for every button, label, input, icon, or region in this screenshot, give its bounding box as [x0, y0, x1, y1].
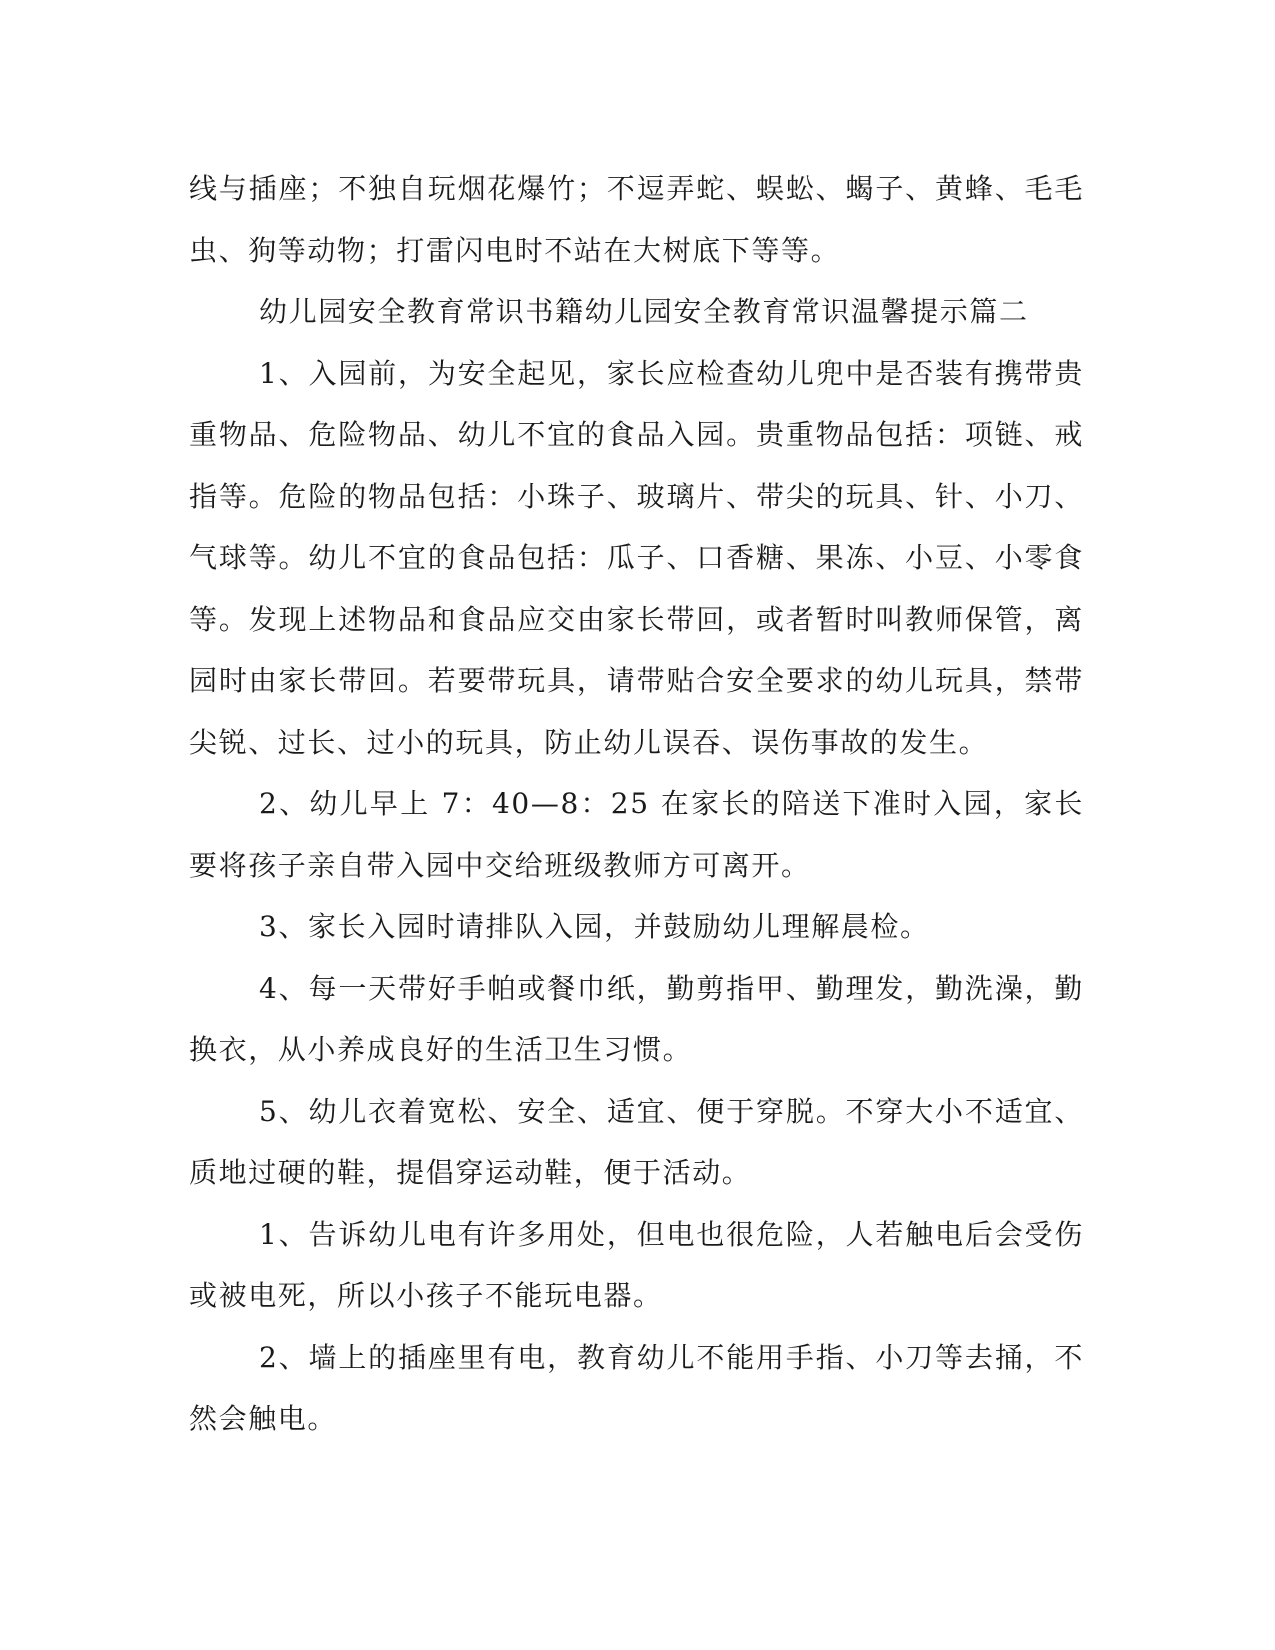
paragraph-item-4: 4、每一天带好手帕或餐巾纸，勤剪指甲、勤理发，勤洗澡，勤换衣，从小养成良好的生活卫生习惯。 [189, 971, 1084, 1066]
paragraph-item-3: 3、家长入园时请排队入园，并鼓励幼儿理解晨检。 [259, 910, 930, 943]
paragraph-electric-1: 1、告诉幼儿电有许多用处，但电也很危险，人若触电后会受伤或被电死，所以小孩子不能玩电器。 [189, 1217, 1084, 1312]
section-heading: 幼儿园安全教育常识书籍幼儿园安全教育常识温馨提示篇二 [259, 295, 1029, 328]
paragraph-item-1: 1、入园前，为安全起见，家长应检查幼儿兜中是否装有携带贵重物品、危险物品、幼儿不宜的食品入园。贵重物品包括：项链、戒指等。危险的物品包括：小珠子、玻璃片、带尖的玩具、针、小刀、气球等。幼儿不宜的食品包括：瓜子、口香糖、果冻、小豆、小零食等。发现上述物品和食品应交由家长带回，或者暂时叫教师保管，离园时由家长带回。若要带玩具，请带贴合安全要求的幼儿玩具，禁带尖锐、过长、过小的玩具，防止幼儿误吞、误伤事故的发生。 [189, 356, 1084, 759]
paragraph-electric-2: 2、墙上的插座里有电，教育幼儿不能用手指、小刀等去捅，不然会触电。 [189, 1340, 1084, 1435]
document-body [189, 158, 1084, 1450]
paragraph-continuation: 线与插座；不独自玩烟花爆竹；不逗弄蛇、蜈蚣、蝎子、黄蜂、毛毛虫、狗等动物；打雷闪电时不站在大树底下等等。 [189, 172, 1084, 267]
paragraph-item-5: 5、幼儿衣着宽松、安全、适宜、便于穿脱。不穿大小不适宜、质地过硬的鞋，提倡穿运动鞋，便于活动。 [189, 1094, 1084, 1189]
paragraph-item-2: 2、幼儿早上 7：40—8：25 在家长的陪送下准时入园，家长要将孩子亲自带入园中交给班级教师方可离开。 [189, 787, 1084, 882]
